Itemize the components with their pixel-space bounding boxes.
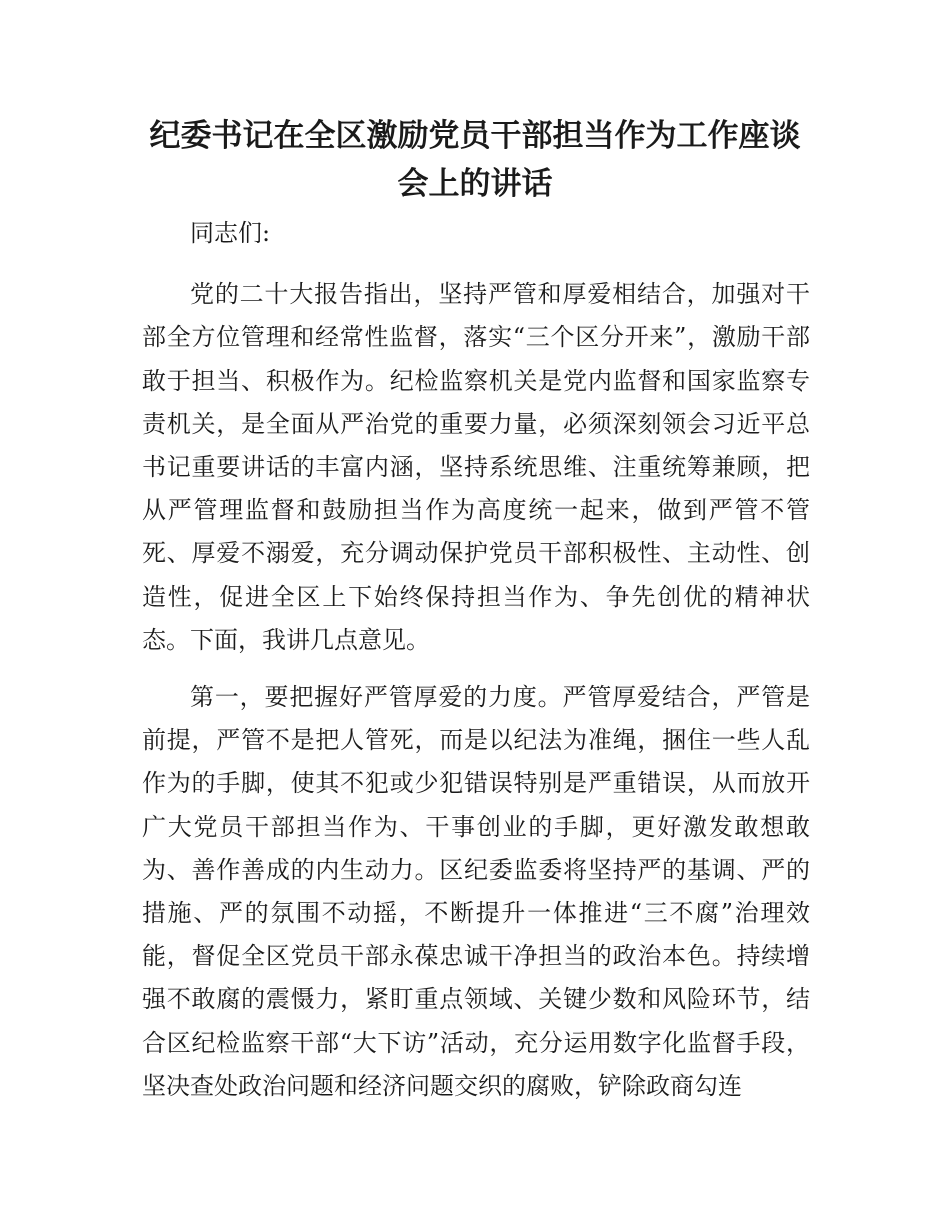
document-body (142, 212, 810, 1122)
document-title: 纪委书记在全区激励党员干部担当作为工作座谈会上的讲话 (149, 118, 801, 202)
paragraph-intro: 党的二十大报告指出，坚持严管和厚爱相结合，加强对干部全方位管理和经常性监督，落实“三个区分开来”，激励干部敢于担当、积极作为。纪检监察机关是党内监督和国家监察专责机关，是全面从严治党的重要力量，必须深刻领会习近平总书记重要讲话的丰富内涵，坚持系统思维、注重统筹兼顾，把从严管理监督和鼓励担当作为高度统一起来，做到严管不管死、厚爱不溺爱，充分调动保护党员干部积极性、主动性、创造性，促进全区上下始终保持担当作为、争先创优的精神状态。下面，我讲几点意见。 (142, 280, 810, 654)
salutation: 同志们: (190, 219, 271, 247)
paragraph-first-point: 第一，要把握好严管厚爱的力度。严管厚爱结合，严管是前提，严管不是把人管死，而是以纪法为准绳，捆住一些人乱作为的手脚，使其不犯或少犯错误特别是严重错误，从而放开广大党员干部担当作为、干事创业的手脚，更好激发敢想敢为、善作善成的内生动力。区纪委监委将坚持严的基调、严的措施、严的氛围不动摇，不断提升一体推进“三不腐”治理效能，督促全区党员干部永葆忠诚干净担当的政治本色。持续增强不敢腐的震慑力，紧盯重点领域、关键少数和风险环节，结合区纪检监察干部“大下访”活动，充分运用数字化监督手段，坚决查处政治问题和经济问题交织的腐败，铲除政商勾连 (142, 683, 810, 1100)
